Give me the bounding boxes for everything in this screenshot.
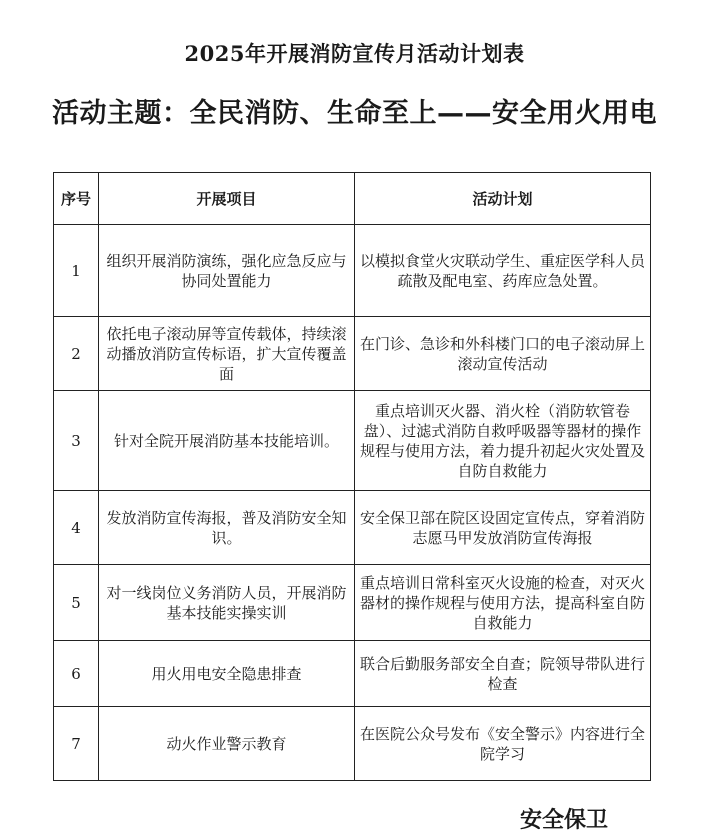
row-plan: 在医院公众号发布《安全警示》内容进行全院学习 (355, 707, 651, 781)
row-plan: 在门诊、急诊和外科楼门口的电子滚动屏上滚动宣传活动 (355, 317, 651, 391)
activity-plan-table (53, 172, 651, 781)
row-number: 1 (54, 225, 99, 317)
row-number: 2 (54, 317, 99, 391)
row-project: 动火作业警示教育 (99, 707, 355, 781)
header-serial-no: 序号 (54, 173, 99, 225)
table-header-row (54, 173, 651, 225)
row-number: 3 (54, 391, 99, 491)
row-number: 6 (54, 641, 99, 707)
row-plan: 安全保卫部在院区设固定宣传点，穿着消防志愿马甲发放消防宣传海报 (355, 491, 651, 565)
row-project: 发放消防宣传海报，普及消防安全知识。 (99, 491, 355, 565)
row-project: 针对全院开展消防基本技能培训。 (99, 391, 355, 491)
header-project: 开展项目 (99, 173, 355, 225)
table-row (54, 225, 651, 317)
row-project: 组织开展消防演练，强化应急反应与协同处置能力 (99, 225, 355, 317)
header-plan: 活动计划 (355, 173, 651, 225)
table-row (54, 707, 651, 781)
table-row (54, 641, 651, 707)
row-number: 4 (54, 491, 99, 565)
row-number: 5 (54, 565, 99, 641)
table-row (54, 317, 651, 391)
table-row (54, 565, 651, 641)
activity-theme: 活动主题：全民消防、生命至上——安全用火用电 (52, 98, 657, 129)
row-plan: 重点培训灭火器、消火栓（消防软管卷盘）、过滤式消防自救呼吸器等器材的操作规程与使用方法，着力提升初起火灾处置及自防自救能力 (355, 391, 651, 491)
row-plan: 以模拟食堂火灾联动学生、重症医学科人员疏散及配电室、药库应急处置。 (355, 225, 651, 317)
row-project: 用火用电安全隐患排查 (99, 641, 355, 707)
row-project: 对一线岗位义务消防人员，开展消防基本技能实操实训 (99, 565, 355, 641)
table-row (54, 491, 651, 565)
table-row (54, 391, 651, 491)
row-number: 7 (54, 707, 99, 781)
row-project: 依托电子滚动屏等宣传载体，持续滚动播放消防宣传标语，扩大宣传覆盖面 (99, 317, 355, 391)
document-title: 2025年开展消防宣传月活动计划表 (184, 41, 525, 66)
row-plan: 联合后勤服务部安全自查；院领导带队进行检查 (355, 641, 651, 707)
footer-department-label: 安全保卫 (520, 808, 609, 833)
row-plan: 重点培训日常科室灭火设施的检查，对灭火器材的操作规程与使用方法，提高科室自防自救能力 (355, 565, 651, 641)
